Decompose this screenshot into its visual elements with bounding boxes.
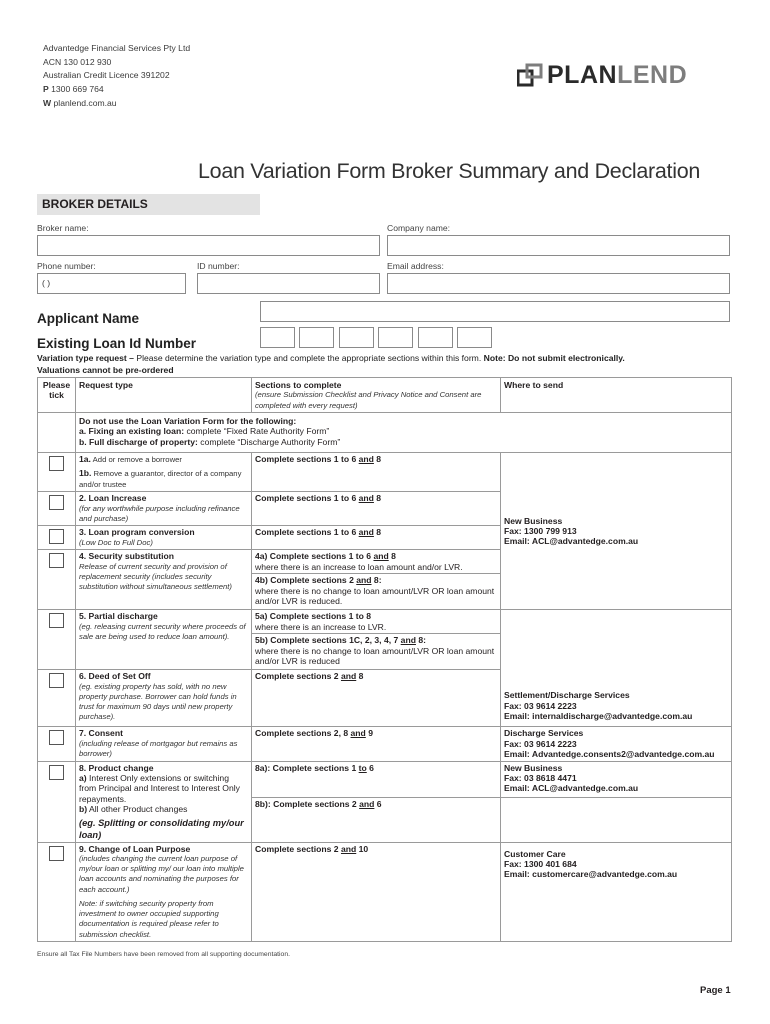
- request-8: 8. Product change a) Interest Only extensions or switching from Principal and Interest to Interest Only repayments. b) All other Product changes (eg. Splitting or consolidating my/our loan): [76, 761, 252, 842]
- broker-details-heading: BROKER DETAILS: [37, 194, 260, 215]
- variation-table: [37, 377, 732, 942]
- phone-prefix: P: [43, 84, 49, 95]
- company-name: Advantedge Financial Services Pty Ltd: [43, 43, 191, 53]
- request-4: 4. Security substitution Release of current security and provision of replacement security (includes security substitution without simultaneous settlement): [76, 550, 252, 610]
- email-label: Email address:: [387, 261, 444, 271]
- acn: ACN 130 012 930: [43, 56, 112, 67]
- sections-9: Complete sections 2 and 10: [252, 842, 501, 941]
- id-number-label: ID number:: [197, 261, 240, 271]
- row-4-checkbox[interactable]: [49, 553, 64, 568]
- company-name-label: Company name:: [387, 223, 451, 233]
- applicant-name-label: Applicant Name: [37, 311, 140, 326]
- broker-name-input[interactable]: [37, 235, 380, 256]
- sections-5b: 5b) Complete sections 1C, 2, 3, 4, 7 and 8: where there is no change to loan amount/LVR OR loan amount and/or LVR is reduced: [252, 634, 501, 670]
- id-number-input[interactable]: [197, 273, 380, 294]
- planlend-logo: [517, 60, 729, 90]
- where-customer-care: Customer Care Fax: 1300 401 684 Email: customercare@advantedge.com.au: [501, 842, 732, 941]
- sections-4b: 4b) Complete sections 2 and 8: where there is no change to loan amount/LVR OR loan amount and/or LVR is reduced.: [252, 574, 501, 610]
- sections-8a: 8a): Complete sections 1 to 6: [252, 761, 501, 797]
- loan-id-box[interactable]: [457, 327, 492, 348]
- table-row: [38, 761, 732, 797]
- request-3: 3. Loan program conversion (Low Doc to Full Doc): [76, 526, 252, 550]
- where-discharge-services: Discharge Services Fax: 03 9614 2223 Email: Advantedge.consents2@advantedge.com.au: [501, 727, 732, 761]
- sections-4a: 4a) Complete sections 1 to 6 and 8 where there is an increase to loan amount and/or LVR.: [252, 550, 501, 574]
- row-7-checkbox[interactable]: [49, 730, 64, 745]
- sections-8b: 8b): Complete sections 2 and 6: [252, 797, 501, 842]
- sections-6: Complete sections 2 and 8: [252, 670, 501, 727]
- row-2-checkbox[interactable]: [49, 495, 64, 510]
- table-row: [38, 452, 732, 492]
- credit-licence: Australian Credit Licence 391202: [43, 70, 170, 81]
- email-input[interactable]: [387, 273, 730, 294]
- tick-header: Please tick: [38, 378, 76, 413]
- table-row: [38, 610, 732, 634]
- table-row: [38, 842, 732, 941]
- sections-header: Sections to complete (ensure Submission Checklist and Privacy Notice and Consent are completed with every request): [252, 378, 501, 413]
- web-line: [43, 97, 190, 111]
- company-name-input[interactable]: [387, 235, 730, 256]
- phone-number-input[interactable]: [37, 273, 186, 294]
- row-8-checkbox[interactable]: [49, 765, 64, 780]
- variation-instructions: Variation type request – Please determine the variation type and complete the appropriate sections within this form. Note: Do not submit electronically. Valuations cannot be pre-ordered: [37, 353, 625, 375]
- where-settlement: Settlement/Discharge Services Fax: 03 9614 2223 Email: internaldischarge@advantedge.com.au: [501, 610, 732, 727]
- phone: 1300 669 764: [51, 84, 104, 95]
- footer-note: Ensure all Tax File Numbers have been removed from all supporting documentation.: [37, 951, 291, 958]
- where-new-business-2: New Business Fax: 03 8618 4471 Email: ACL@advantedge.com.au: [501, 761, 732, 797]
- sections-1: Complete sections 1 to 6 and 8: [252, 452, 501, 492]
- sections-2: Complete sections 1 to 6 and 8: [252, 492, 501, 526]
- request-type-header: Request type: [76, 378, 252, 413]
- row-3-checkbox[interactable]: [49, 529, 64, 544]
- request-1: 1a. Add or remove a borrower 1b. Remove a guarantor, director of a company and/or trustee: [76, 452, 252, 492]
- loan-id-box[interactable]: [378, 327, 413, 348]
- row-9-checkbox[interactable]: [49, 846, 64, 861]
- sections-header-note: (ensure Submission Checklist and Privacy Notice and Consent are completed with every request): [255, 390, 482, 410]
- broker-name-label: Broker name:: [37, 223, 89, 233]
- page-title: Loan Variation Form Broker Summary and Declaration: [198, 159, 701, 183]
- request-7: 7. Consent (including release of mortgagor but remains as borrower): [76, 727, 252, 761]
- loan-id-box[interactable]: [339, 327, 374, 348]
- row-5-checkbox[interactable]: [49, 613, 64, 628]
- sections-5a: 5a) Complete sections 1 to 8 where there is an increase to LVR.: [252, 610, 501, 634]
- request-6: 6. Deed of Set Off (eg. existing property has sold, with no new property purchase. Borrower can hold funds in trust for maximum 90 days until new property purchase).: [76, 670, 252, 727]
- table-header-row: [38, 378, 732, 413]
- loan-id-box[interactable]: [260, 327, 295, 348]
- loan-id-box[interactable]: [418, 327, 453, 348]
- request-5: 5. Partial discharge (eg. releasing current security where proceeds of sale are being used to reduce loan amount).: [76, 610, 252, 670]
- notice-text: Do not use the Loan Variation Form for the following: a. Fixing an existing loan: complete “Fixed Rate Authority Form” b. Full discharge of property: complete “Discharge Authority Form”: [76, 412, 732, 452]
- row-1-checkbox[interactable]: [49, 456, 64, 471]
- where-new-business-1: New Business Fax: 1300 799 913 Email: ACL@advantedge.com.au: [501, 452, 732, 610]
- loan-id-label: Existing Loan Id Number: [37, 336, 197, 351]
- applicant-name-input[interactable]: [260, 301, 730, 322]
- logo-wordmark: PLANLEND: [547, 61, 688, 89]
- phone-number-label: Phone number:: [37, 261, 96, 271]
- sections-7: Complete sections 2, 8 and 9: [252, 727, 501, 761]
- page-number: Page 1: [700, 985, 731, 996]
- request-9: 9. Change of Loan Purpose (includes changing the current loan purpose of my/our loan or splitting my/ our loan into multiple loan accounts and nominating the purposes for each account.) Note: if switching security property from investment to owner occupied supporting documentation is required please refer to submission checklist.: [76, 842, 252, 941]
- row-6-checkbox[interactable]: [49, 673, 64, 688]
- sections-3: Complete sections 1 to 6 and 8: [252, 526, 501, 550]
- website: planlend.com.au: [53, 97, 117, 108]
- company-header: [43, 42, 190, 111]
- planlend-logo-icon: [517, 63, 545, 89]
- where-to-send-header: Where to send: [501, 378, 732, 413]
- table-row: [38, 727, 732, 761]
- phone-number-value: ( ): [42, 278, 51, 288]
- notice-row: [38, 412, 732, 452]
- request-2: 2. Loan Increase (for any worthwhile purpose including refinance and purchase): [76, 492, 252, 526]
- web-prefix: W: [43, 97, 52, 108]
- phone-line: [43, 83, 190, 97]
- loan-id-box[interactable]: [299, 327, 334, 348]
